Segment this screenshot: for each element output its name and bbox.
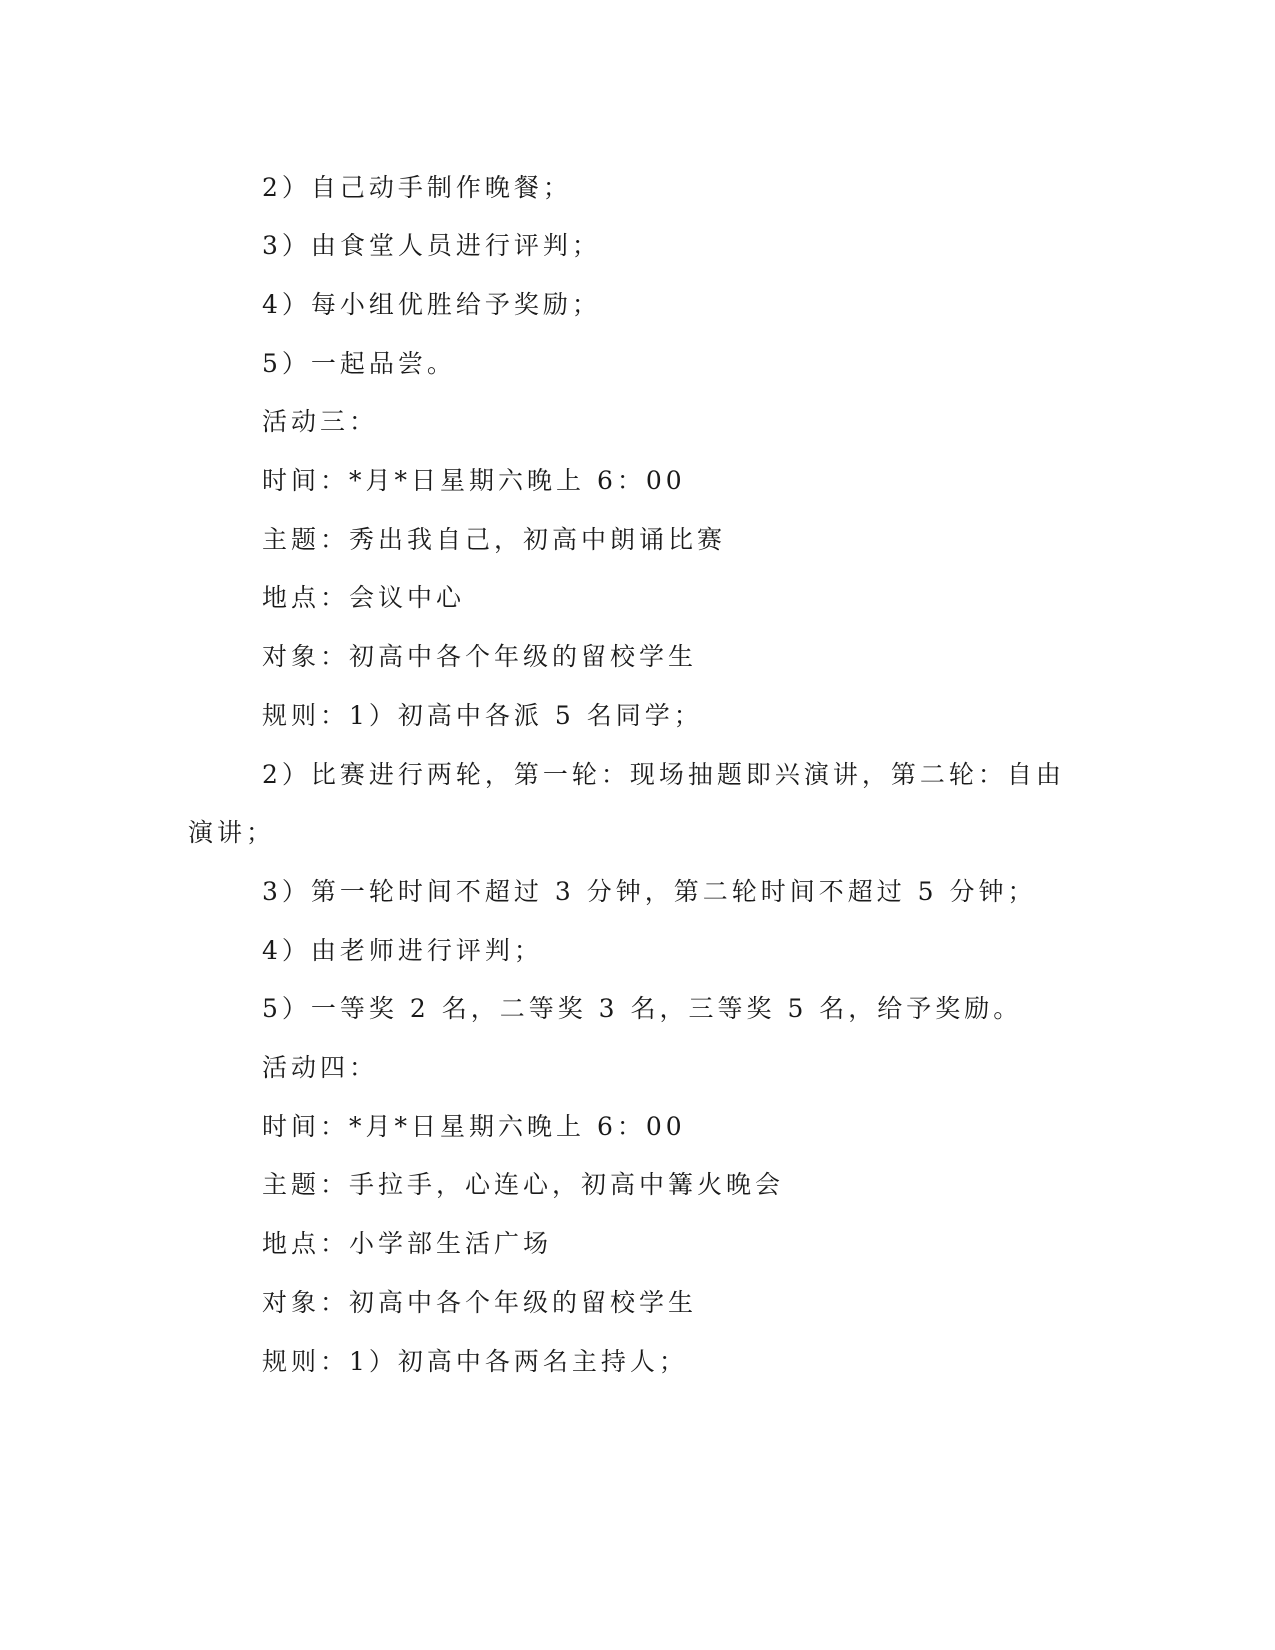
section-heading: 活动四：	[262, 1053, 379, 1082]
text-line: 主题：秀出我自己，初高中朗诵比赛	[262, 525, 727, 554]
text-line: 时间：*月*日星期六晚上 6：00	[262, 1112, 686, 1141]
text-line: 2）比赛进行两轮，第一轮：现场抽题即兴演讲，第二轮：自由	[262, 760, 1065, 789]
text-line: 对象：初高中各个年级的留校学生	[262, 1288, 698, 1317]
text-line: 5）一等奖 2 名，二等奖 3 名，三等奖 5 名，给予奖励。	[262, 994, 1023, 1023]
text-line: 地点：会议中心	[262, 583, 466, 612]
text-line: 4）由老师进行评判；	[262, 936, 543, 965]
text-line: 主题：手拉手，心连心，初高中篝火晚会	[262, 1170, 785, 1199]
text-line: 对象：初高中各个年级的留校学生	[262, 642, 698, 671]
text-line: 时间：*月*日星期六晚上 6：00	[262, 466, 686, 495]
text-line: 4）每小组优胜给予奖励；	[262, 290, 601, 319]
text-line: 演讲；	[188, 818, 276, 847]
text-line: 规则：1）初高中各两名主持人；	[262, 1347, 688, 1376]
section-heading: 活动三：	[262, 407, 379, 436]
text-line: 5）一起品尝。	[262, 349, 456, 378]
text-line: 2）自己动手制作晚餐；	[262, 173, 572, 202]
text-line: 地点：小学部生活广场	[262, 1229, 553, 1258]
text-line: 3）由食堂人员进行评判；	[262, 231, 601, 260]
text-line: 规则：1）初高中各派 5 名同学；	[262, 701, 703, 730]
text-line: 3）第一轮时间不超过 3 分钟，第二轮时间不超过 5 分钟；	[262, 877, 1037, 906]
